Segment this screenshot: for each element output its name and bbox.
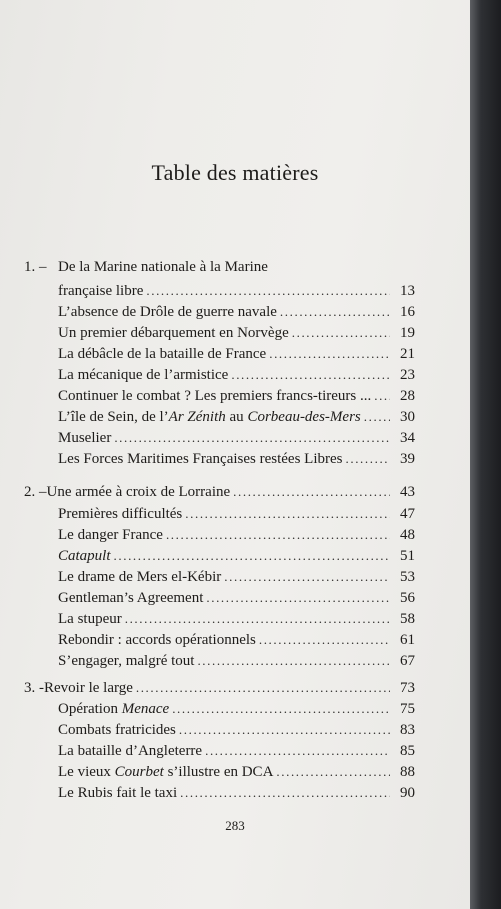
chapter-title: Une armée à croix de Lorraine: [46, 484, 231, 500]
chapter-title-line2: française libre: [58, 283, 144, 299]
page-number: 83: [400, 722, 415, 738]
entry-label: Muselier: [58, 430, 112, 446]
leader-dots: [233, 484, 390, 500]
leader-dots: [364, 409, 390, 425]
leader-dots: [374, 388, 390, 404]
entry-label: La mécanique de l’armistice: [58, 367, 229, 383]
leader-dots: [114, 430, 390, 446]
toc-entry: [58, 653, 415, 673]
toc-entry: [58, 722, 415, 742]
page-number: 43: [400, 484, 415, 500]
entry-label-part: s’illustre en DCA: [163, 764, 274, 780]
chapter-3-heading: [24, 680, 415, 700]
book-edge: [470, 0, 501, 909]
entry-label: Continuer le combat ? Les premiers francs-tireurs ...: [58, 388, 372, 404]
leader-dots: [197, 653, 390, 669]
page-number: 67: [400, 653, 415, 669]
entry-label: [58, 764, 273, 781]
page-number: 21: [400, 346, 415, 362]
entry-label: La débâcle de la bataille de France: [58, 346, 267, 362]
page-number: 28: [400, 388, 415, 404]
entry-label-italic: Corbeau-des-Mers: [247, 409, 361, 425]
page-number: 58: [400, 611, 415, 627]
leader-dots: [206, 590, 390, 606]
toc-entry: [58, 701, 415, 721]
entry-label: Rebondir : accords opérationnels: [58, 632, 256, 648]
page-number: 73: [400, 680, 415, 696]
chapter-1-heading-cont: [58, 283, 415, 303]
chapter-1-heading: [24, 259, 268, 279]
toc-entry: [58, 451, 415, 471]
entry-label: L’absence de Drôle de guerre navale: [58, 304, 277, 320]
toc-entry: [58, 304, 415, 324]
page-number: 39: [400, 451, 415, 467]
toc-entry: [58, 506, 415, 526]
toc-entry: [58, 764, 415, 784]
page-number: 53: [400, 569, 415, 585]
leader-dots: [179, 722, 390, 738]
leader-dots: [292, 325, 390, 341]
chapter-number: 3. -: [24, 680, 44, 696]
leader-dots: [146, 283, 390, 299]
entry-label-italic: Courbet: [114, 764, 164, 780]
page-title: Table des matières: [151, 160, 319, 185]
toc-entry: [58, 743, 415, 763]
page-number: 61: [400, 632, 415, 648]
page-number: 47: [400, 506, 415, 522]
toc-entry: [58, 527, 415, 547]
page-number: 85: [400, 743, 415, 759]
page-number: 90: [400, 785, 415, 801]
entry-label: Le Rubis fait le taxi: [58, 785, 178, 801]
leader-dots: [280, 304, 390, 320]
leader-dots: [259, 632, 390, 648]
leader-dots: [276, 764, 390, 780]
folio-page-number: 283: [225, 818, 245, 833]
entry-label: Le drame de Mers el-Kébir: [58, 569, 222, 585]
entry-label-italic: Menace: [121, 701, 170, 717]
entry-label: Les Forces Maritimes Françaises restées Libres: [58, 451, 343, 467]
toc-entry: [58, 430, 415, 450]
leader-dots: [185, 506, 390, 522]
toc-entry: [58, 785, 415, 805]
page-number: 30: [400, 409, 415, 425]
toc-entry: [58, 325, 415, 345]
entry-label: La bataille d’Angleterre: [58, 743, 203, 759]
toc-entry: [58, 388, 415, 408]
entry-label-part: Le vieux: [58, 764, 115, 780]
entry-label: La stupeur: [58, 611, 122, 627]
leader-dots: [224, 569, 390, 585]
page-number: 56: [400, 590, 415, 606]
toc-entry: [58, 409, 415, 429]
entry-label: Premières difficultés: [58, 506, 183, 522]
entry-label-part: au: [225, 409, 248, 425]
chapter-title: Revoir le large: [44, 680, 133, 696]
toc-entry: [58, 632, 415, 652]
entry-label: [58, 409, 361, 426]
leader-dots: [172, 701, 390, 717]
page-number: 48: [400, 527, 415, 543]
leader-dots: [346, 451, 391, 467]
chapter-number: 2. –: [24, 484, 47, 500]
page-number: 23: [400, 367, 415, 383]
entry-label: Un premier débarquement en Norvège: [58, 325, 289, 341]
page-number: 34: [400, 430, 415, 446]
toc-entry: [58, 590, 415, 610]
entry-label: Gentleman’s Agreement: [58, 590, 204, 606]
chapter-number: 1. –: [24, 259, 47, 275]
chapter-2-heading: [24, 484, 415, 504]
entry-label-part: Opération: [58, 701, 122, 717]
toc-entry: [58, 569, 415, 589]
entry-label-italic: Ar Zénith: [168, 409, 226, 425]
page-number: 19: [400, 325, 415, 341]
leader-dots: [231, 367, 390, 383]
entry-label-part: L’île de Sein, de l’: [58, 409, 169, 425]
entry-label: Combats fratricides: [58, 722, 176, 738]
page-number: 16: [400, 304, 415, 320]
leader-dots: [125, 611, 390, 627]
toc-entry: [58, 548, 415, 568]
page-number: 88: [400, 764, 415, 780]
leader-dots: [269, 346, 390, 362]
toc-entry: [58, 611, 415, 631]
toc-entry: [58, 367, 415, 387]
leader-dots: [180, 785, 390, 801]
page-number: 13: [400, 283, 415, 299]
toc-entry: [58, 346, 415, 366]
leader-dots: [205, 743, 390, 759]
entry-label: S’engager, malgré tout: [58, 653, 195, 669]
page-number: 75: [400, 701, 415, 717]
chapter-title: De la Marine nationale à la Marine: [58, 259, 268, 275]
entry-label: Catapult: [58, 548, 111, 564]
entry-label: [58, 701, 169, 718]
leader-dots: [114, 548, 390, 564]
page-number: 51: [400, 548, 415, 564]
leader-dots: [136, 680, 390, 696]
leader-dots: [166, 527, 390, 543]
entry-label: Le danger France: [58, 527, 163, 543]
